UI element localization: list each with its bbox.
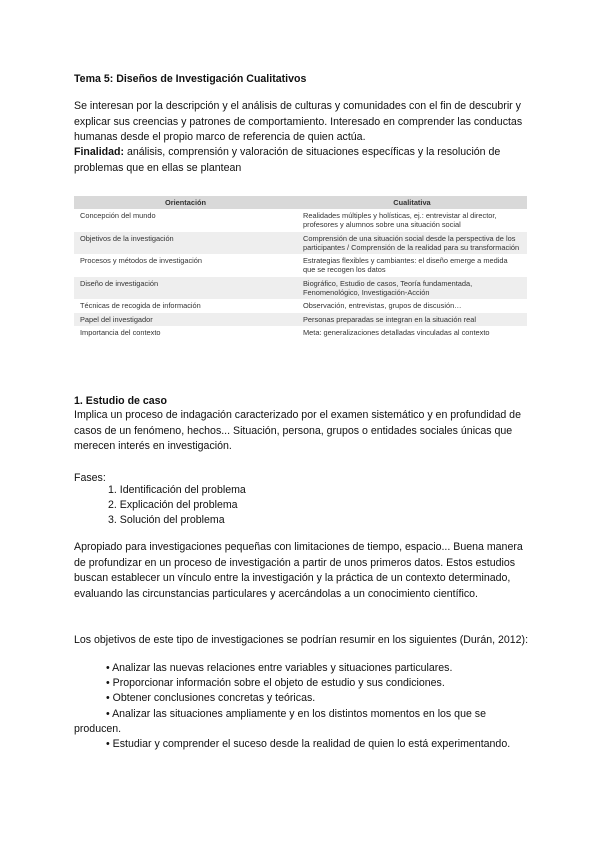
table-cell: Técnicas de recogida de información (80, 301, 201, 311)
table-row (74, 254, 527, 277)
table-row (74, 209, 527, 232)
table-header-cualitativa: Cualitativa (297, 196, 527, 209)
table-cell: Meta: generalizaciones detalladas vinculadas al contexto (303, 327, 490, 337)
table-row (74, 232, 527, 255)
table-cell: Objetivos de la investigación (74, 232, 297, 255)
table-cell: Estrategias flexibles y cambiantes: el diseño emerge a medida que se recogen los datos (303, 256, 508, 275)
finalidad-label: Finalidad: (74, 146, 125, 158)
list-item: • Proporcionar información sobre el objeto de estudio y sus condiciones. (106, 677, 445, 690)
intro-paragraph: Se interesan por la descripción y el análisis de culturas y comunidades con el fin de descubrir y explicar sus creencias y patrones de comportamiento. Interesado en comprender las conductas humanas desde el propio marco de referencia de quien actúa. (74, 100, 523, 144)
table-row (74, 299, 527, 312)
list-item: 1. Identificación del problema (108, 484, 246, 496)
phases-list (74, 483, 246, 529)
apropiado-paragraph: Apropiado para investigaciones pequeñas con limitaciones de tiempo, espacio... Buena manera de profundizar en un proceso de investigación a partir de unos primeros datos. Estos estudios buscan establecer un vínculo entre la investigación y la práctica de un contexto determinado, evaluando las circunstancias particulares y acercándolas a un conocimiento científico. (74, 541, 523, 600)
list-item: 3. Solución del problema (108, 514, 225, 527)
table-row (74, 326, 527, 339)
finalidad-text: análisis, comprensión y valoración de situaciones específicas y la resolución de problemas que en ellas se plantean (74, 146, 501, 174)
page-title: Tema 5: Diseños de Investigación Cualitativos (74, 73, 307, 85)
table-cell: Importancia del contexto (80, 327, 161, 337)
table-cell: Personas preparadas se integran en la situación real (297, 313, 527, 326)
table-row (74, 277, 527, 300)
table-header-row (74, 196, 527, 209)
table-row (74, 313, 527, 326)
table-cell: Biográfico, Estudio de casos, Teoría fundamentada, Fenomenológico, Investigación-Acción (297, 277, 527, 300)
phases-label: Fases: (74, 472, 106, 484)
list-item: • Analizar las situaciones ampliamente y en los distintos momentos en los que se producen. (74, 707, 486, 735)
comparison-table (74, 196, 527, 339)
finalidad-paragraph (74, 145, 530, 176)
table-cell: Concepción del mundo (80, 211, 156, 220)
table-cell: Papel del investigador (74, 313, 297, 326)
objetivos-list (74, 661, 530, 752)
list-item: • Analizar las nuevas relaciones entre variables y situaciones particulares. (106, 662, 453, 674)
table-cell: Procesos y métodos de investigación (80, 256, 203, 266)
objetivos-paragraph: Los objetivos de este tipo de investigaciones se podrían resumir en los siguientes (Durán, 2012): (74, 634, 529, 646)
table-cell: Comprensión de una situación social desde la perspectiva de los participantes / Comprensión de la realidad para su transformación (297, 232, 527, 255)
section-heading: 1. Estudio de caso (74, 395, 168, 407)
list-item: • Obtener conclusiones concretas y teóricas. (106, 692, 316, 705)
table-cell: Observación, entrevistas, grupos de discusión… (303, 301, 462, 311)
table-header-orientacion: Orientación (74, 196, 297, 209)
table-cell: Diseño de investigación (74, 277, 297, 300)
section-paragraph: Implica un proceso de indagación caracterizado por el examen sistemático y en profundidad de casos de un fenómeno, hechos... Situación, persona, grupos o entidades sociales únicas que merecen interés en investigación. (74, 409, 521, 453)
list-item: 2. Explicación del problema (108, 499, 238, 512)
list-item: • Estudiar y comprender el suceso desde la realidad de quien lo está experimentando. (106, 738, 511, 751)
table-cell: Realidades múltiples y holísticas, ej.: entrevistar al director, profesores y alumnos sobre una situación social (303, 211, 497, 230)
